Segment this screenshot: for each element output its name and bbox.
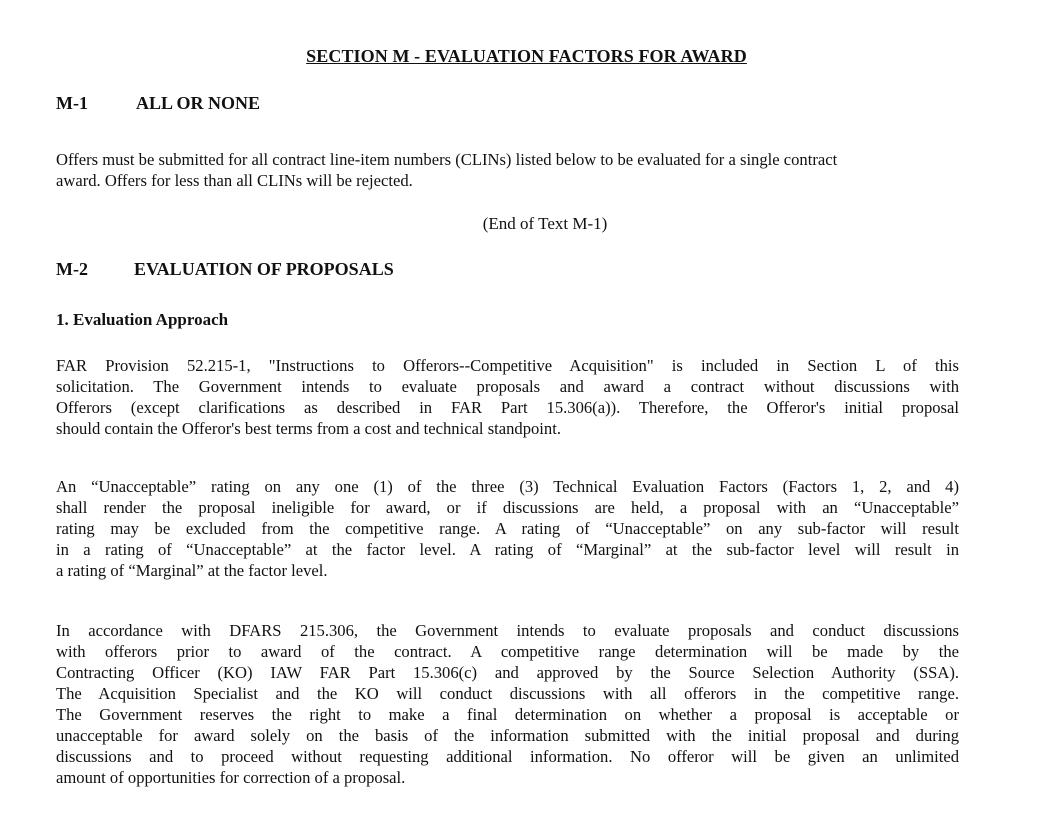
paragraph-line: The Government reserves the right to make a final determination on whether a proposal is acceptable or: [56, 705, 959, 724]
m1-title: ALL OR NONE: [136, 93, 261, 113]
paragraph-line: The Acquisition Specialist and the KO will conduct discussions with all offerors in the competitive range.: [56, 684, 959, 703]
m1-paragraph-line: Offers must be submitted for all contract line-item numbers (CLINs) listed below to be evaluated for a single contract: [56, 150, 838, 169]
paragraph-line: in a rating of “Unacceptable” at the factor level. A rating of “Marginal” at the sub-factor level will result in: [56, 540, 959, 559]
m2-paragraph-3: [56, 620, 959, 788]
paragraph-line: An “Unacceptable” rating on any one (1) of the three (3) Technical Evaluation Factors (Factors 1, 2, and 4): [56, 477, 959, 496]
paragraph-line: a rating of “Marginal” at the factor level.: [56, 561, 328, 580]
paragraph-line: discussions and to proceed without requesting additional information. No offeror will be given an unlimited: [56, 747, 959, 766]
paragraph-line: In accordance with DFARS 215.306, the Government intends to evaluate proposals and conduct discussions: [56, 621, 959, 640]
m1-number: M-1: [56, 93, 88, 113]
subsection-heading: 1. Evaluation Approach: [56, 310, 229, 329]
paragraph-line: solicitation. The Government intends to evaluate proposals and award a contract without discussions with: [56, 377, 959, 396]
m2-paragraph-1: [56, 355, 959, 439]
m2-title: EVALUATION OF PROPOSALS: [134, 259, 394, 279]
m1-end-text: (End of Text M-1): [482, 214, 608, 233]
m2-paragraph-2: [56, 476, 959, 581]
paragraph-line: unacceptable for award solely on the basis of the information submitted with the initial proposal and during: [56, 726, 959, 745]
paragraph-line: Offerors (except clarifications as described in FAR Part 15.306(a)). Therefore, the Offeror's initial proposal: [56, 398, 959, 417]
paragraph-line: FAR Provision 52.215-1, "Instructions to Offerors--Competitive Acquisition" is included in Section L of this: [56, 356, 959, 375]
paragraph-line: should contain the Offeror's best terms from a cost and technical standpoint.: [56, 419, 561, 438]
m1-paragraph-line: award. Offers for less than all CLINs will be rejected.: [56, 171, 413, 190]
paragraph-line: shall render the proposal ineligible for award, or if discussions are held, a proposal with an “Unacceptable”: [56, 498, 959, 517]
paragraph-line: rating may be excluded from the competitive range. A rating of “Unacceptable” on any sub-factor will result: [56, 519, 959, 538]
paragraph-line: Contracting Officer (KO) IAW FAR Part 15.306(c) and approved by the Source Selection Authority (SSA).: [56, 663, 959, 682]
m2-number: M-2: [56, 259, 88, 279]
paragraph-line: amount of opportunities for correction of a proposal.: [56, 768, 406, 787]
section-title: SECTION M - EVALUATION FACTORS FOR AWARD: [306, 46, 747, 66]
m1-paragraph: [56, 149, 1036, 191]
paragraph-line: with offerors prior to award of the contract. A competitive range determination will be made by the: [56, 642, 959, 661]
